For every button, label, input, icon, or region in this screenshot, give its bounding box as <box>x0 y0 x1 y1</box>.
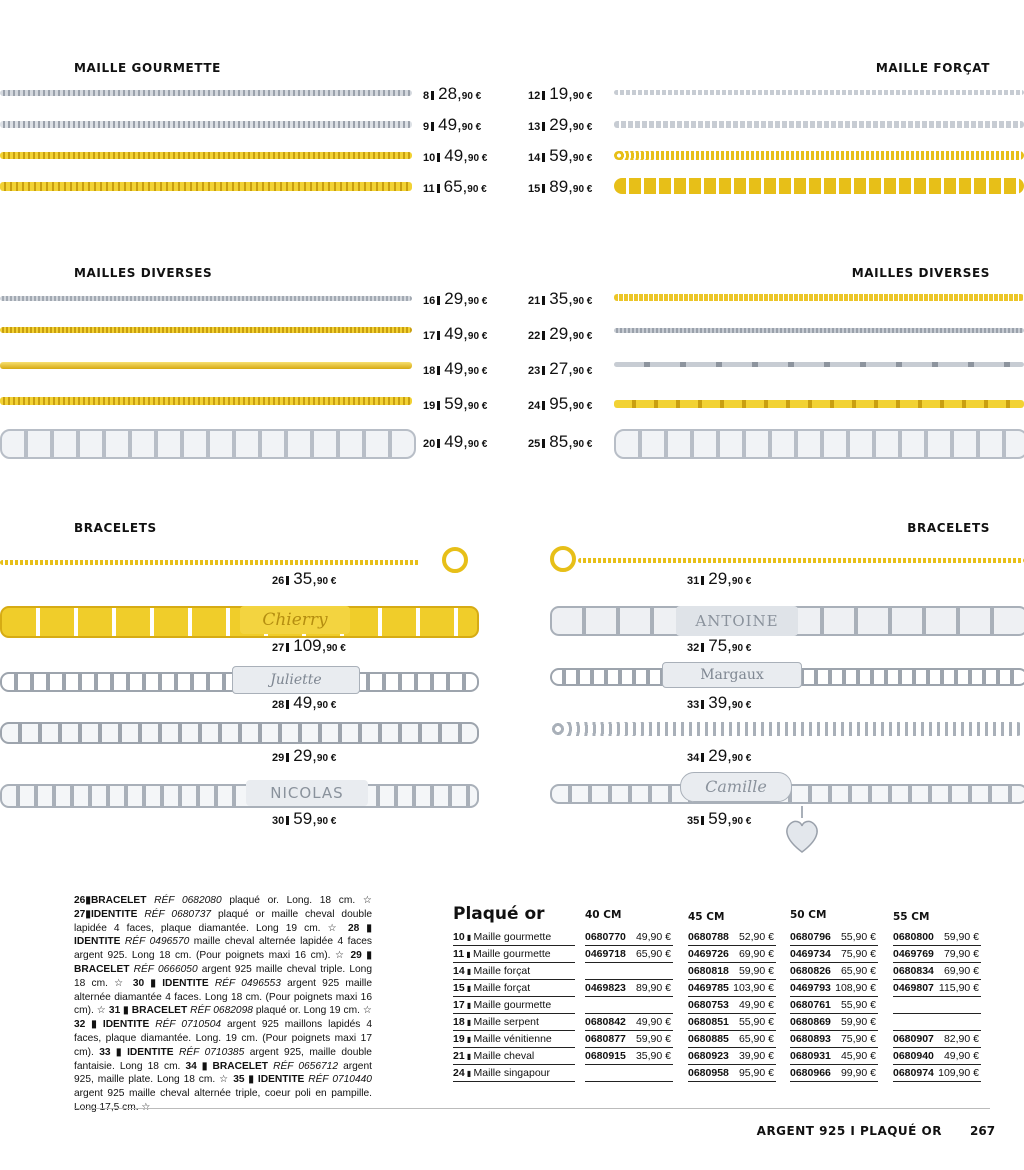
row-label: 14 ▮ Maille forçat <box>453 964 575 980</box>
table-title: Plaqué or <box>453 904 545 924</box>
table-cell <box>688 964 776 980</box>
chain-image-14 <box>614 151 1024 160</box>
column-header-50: 50 CM <box>790 909 827 921</box>
row-product-name: Maille gourmette <box>473 931 552 943</box>
row-product-name: Maille vénitienne <box>473 1033 552 1045</box>
price-tag-26: 26 35,90 € <box>272 569 337 588</box>
row-product-name: Maille gourmette <box>472 948 551 960</box>
reference-number: 0680788 <box>688 931 729 943</box>
cell-price: 115,90 € <box>938 982 979 994</box>
price-tag-30: 30 59,90 € <box>272 809 337 828</box>
row-number: 10 <box>453 931 465 943</box>
section-title-diverses-left: MAILLES DIVERSES <box>74 266 213 280</box>
cell-price: 82,90 € <box>943 1033 979 1045</box>
row-label: 19 ▮ Maille vénitienne <box>453 1032 575 1048</box>
table-cell <box>585 947 673 963</box>
table-cell <box>688 1066 776 1082</box>
cell-price: 75,90 € <box>840 1033 876 1045</box>
reference-number: 0680818 <box>688 965 729 977</box>
reference-number: 0469823 <box>585 982 626 994</box>
footer-divider <box>74 1108 990 1109</box>
reference-number: 0680834 <box>893 965 934 977</box>
price-tag-20: 20 49,90 € <box>423 432 488 451</box>
cell-price: 59,90 € <box>635 1033 671 1045</box>
table-cell <box>688 1032 776 1048</box>
price-tag-32: 32 75,90 € <box>687 636 752 655</box>
column-header-45: 45 CM <box>688 911 725 923</box>
table-cell <box>893 964 981 980</box>
row-number: 21 <box>453 1050 465 1062</box>
table-cell <box>688 947 776 963</box>
price-tag-14: 14 59,90 € <box>528 146 593 165</box>
table-cell <box>790 998 878 1014</box>
price-tag-24: 24 95,90 € <box>528 394 593 413</box>
chain-image-23 <box>614 362 1024 367</box>
table-cell <box>893 930 981 946</box>
table-cell <box>790 1015 878 1031</box>
price-tag-17: 17 49,90 € <box>423 324 488 343</box>
row-product-name: Maille cheval <box>473 1050 535 1062</box>
row-number: 24 <box>453 1067 465 1079</box>
price-tag-8: 8 28,90 € <box>423 84 482 103</box>
cell-price: 99,90 € <box>840 1067 876 1079</box>
reference-number: 0680966 <box>790 1067 831 1079</box>
section-title-diverses-right: MAILLES DIVERSES <box>851 266 990 280</box>
row-label: 10 ▮ Maille gourmette <box>453 930 575 946</box>
table-cell <box>585 1049 673 1065</box>
table-cell <box>893 1049 981 1065</box>
reference-number: 0680800 <box>893 931 934 943</box>
price-tag-18: 18 49,90 € <box>423 359 488 378</box>
section-title-bracelets-right: BRACELETS <box>907 521 990 535</box>
table-cell <box>893 947 981 963</box>
price-tag-10: 10 49,90 € <box>423 146 488 165</box>
price-tag-19: 19 59,90 € <box>423 394 488 413</box>
cell-price: 59,90 € <box>943 931 979 943</box>
reference-number: 0680761 <box>790 999 831 1011</box>
reference-number: 0680842 <box>585 1016 626 1028</box>
clasp-image-31 <box>550 546 576 572</box>
cell-price: 69,90 € <box>943 965 979 977</box>
reference-number: 0680958 <box>688 1067 729 1079</box>
reference-number: 0680869 <box>790 1016 831 1028</box>
column-header-40: 40 CM <box>585 909 622 921</box>
price-tag-23: 23 27,90 € <box>528 359 593 378</box>
reference-number: 0680940 <box>893 1050 934 1062</box>
table-cell <box>790 1066 878 1082</box>
table-cell <box>893 981 981 997</box>
row-label: 17 ▮ Maille gourmette <box>453 998 575 1014</box>
chain-image-10 <box>0 152 412 159</box>
chain-image-24 <box>614 400 1024 408</box>
cell-price: 75,90 € <box>840 948 876 960</box>
reference-number: 0680931 <box>790 1050 831 1062</box>
clasp-image-26 <box>442 547 468 573</box>
row-product-name: Maille singapour <box>473 1067 551 1079</box>
chain-image-12 <box>614 90 1024 95</box>
table-cell <box>688 998 776 1014</box>
chain-image-9 <box>0 121 412 128</box>
cell-price: 109,90 € <box>938 1067 979 1079</box>
cell-price: 59,90 € <box>738 965 774 977</box>
row-product-name: Maille serpent <box>473 1016 539 1028</box>
row-number: 18 <box>453 1016 465 1028</box>
chain-image-22 <box>614 328 1024 333</box>
chain-image-11 <box>0 182 412 191</box>
reference-number: 0680877 <box>585 1033 626 1045</box>
table-cell <box>790 981 878 997</box>
row-number: 14 <box>453 965 465 977</box>
engraved-plate-35: Camille <box>680 772 792 802</box>
chain-image-8 <box>0 90 412 96</box>
row-number: 11 <box>453 948 465 960</box>
heart-pendant-icon <box>782 806 822 854</box>
cell-price: 49,90 € <box>635 931 671 943</box>
table-cell <box>688 1049 776 1065</box>
price-tag-29: 29 29,90 € <box>272 746 337 765</box>
reference-number: 0469793 <box>790 982 831 994</box>
row-number: 15 <box>453 982 465 994</box>
row-product-name: Maille gourmette <box>473 999 552 1011</box>
table-cell <box>688 930 776 946</box>
table-cell <box>893 998 981 1014</box>
cell-price: 65,90 € <box>840 965 876 977</box>
price-tag-33: 33 39,90 € <box>687 693 752 712</box>
bracelet-image-34 <box>550 722 1024 736</box>
reference-number: 0680851 <box>688 1016 729 1028</box>
row-label: 15 ▮ Maille forçat <box>453 981 575 997</box>
chain-image-13 <box>614 121 1024 128</box>
cell-price: 49,90 € <box>738 999 774 1011</box>
row-label: 18 ▮ Maille serpent <box>453 1015 575 1031</box>
reference-number: 0680923 <box>688 1050 729 1062</box>
cell-price: 89,90 € <box>635 982 671 994</box>
chain-image-18 <box>0 362 412 369</box>
table-cell <box>585 930 673 946</box>
reference-number: 0680915 <box>585 1050 626 1062</box>
price-tag-21: 21 35,90 € <box>528 289 593 308</box>
engraved-plate-28: Juliette <box>232 666 360 694</box>
cell-price: 95,90 € <box>738 1067 774 1079</box>
row-number: 19 <box>453 1033 465 1045</box>
table-cell <box>688 1015 776 1031</box>
engraved-plate-33: Margaux <box>662 662 802 688</box>
cell-price: 55,90 € <box>738 1016 774 1028</box>
price-tag-28: 28 49,90 € <box>272 693 337 712</box>
reference-number: 0680796 <box>790 931 831 943</box>
cell-price: 45,90 € <box>840 1050 876 1062</box>
row-product-name: Maille forçat <box>473 965 531 977</box>
table-cell <box>585 1066 673 1082</box>
table-cell <box>585 964 673 980</box>
price-tag-13: 13 29,90 € <box>528 115 593 134</box>
cell-price: 79,90 € <box>943 948 979 960</box>
section-title-gourmette: MAILLE GOURMETTE <box>74 61 221 75</box>
cell-price: 103,90 € <box>733 982 774 994</box>
row-product-name: Maille forçat <box>473 982 531 994</box>
table-cell <box>790 964 878 980</box>
reference-number: 0680753 <box>688 999 729 1011</box>
reference-number: 0680974 <box>893 1067 934 1079</box>
price-tag-9: 9 49,90 € <box>423 115 482 134</box>
reference-number: 0680770 <box>585 931 626 943</box>
footer-text: ARGENT 925 I PLAQUÉ OR <box>756 1124 942 1138</box>
cell-price: 55,90 € <box>840 931 876 943</box>
cell-price: 35,90 € <box>635 1050 671 1062</box>
table-cell <box>585 1015 673 1031</box>
engraved-plate-32: ANTOINE <box>676 606 798 636</box>
price-tag-12: 12 19,90 € <box>528 84 593 103</box>
table-cell <box>893 1032 981 1048</box>
cell-price: 52,90 € <box>738 931 774 943</box>
cell-price: 49,90 € <box>635 1016 671 1028</box>
row-label: 24 ▮ Maille singapour <box>453 1066 575 1082</box>
chain-image-16 <box>0 296 412 301</box>
chain-image-20 <box>0 429 416 459</box>
cell-price: 49,90 € <box>943 1050 979 1062</box>
engraved-plate-30: NICOLAS <box>246 780 368 806</box>
chain-image-15 <box>614 178 1024 194</box>
table-cell <box>893 1015 981 1031</box>
reference-number: 0469718 <box>585 948 626 960</box>
price-tag-27: 27 109,90 € <box>272 636 346 655</box>
row-label: 21 ▮ Maille cheval <box>453 1049 575 1065</box>
price-tag-16: 16 29,90 € <box>423 289 488 308</box>
price-tag-22: 22 29,90 € <box>528 324 593 343</box>
price-tag-34: 34 29,90 € <box>687 746 752 765</box>
bracelet-image-31 <box>578 558 1024 563</box>
price-tag-15: 15 89,90 € <box>528 177 593 196</box>
reference-number: 0680907 <box>893 1033 934 1045</box>
price-tag-11: 11 65,90 € <box>423 177 487 196</box>
bracelet-image-29 <box>0 722 479 744</box>
table-cell <box>893 1066 981 1082</box>
column-header-55: 55 CM <box>893 911 930 923</box>
price-tag-35: 35 59,90 € <box>687 809 752 828</box>
reference-number: 0469769 <box>893 948 934 960</box>
table-cell <box>585 981 673 997</box>
cell-price: 55,90 € <box>840 999 876 1011</box>
chain-image-17 <box>0 327 412 333</box>
price-tag-31: 31 29,90 € <box>687 569 752 588</box>
table-cell <box>790 947 878 963</box>
table-cell <box>585 998 673 1014</box>
section-title-forcat: MAILLE FORÇAT <box>875 61 990 75</box>
row-number: 17 <box>453 999 465 1011</box>
reference-number: 0680893 <box>790 1033 831 1045</box>
price-tag-25: 25 85,90 € <box>528 432 593 451</box>
cell-price: 69,90 € <box>738 948 774 960</box>
row-label: 11 ▮ Maille gourmette <box>453 947 575 963</box>
table-cell <box>688 981 776 997</box>
reference-number: 0680826 <box>790 965 831 977</box>
bracelet-image-30 <box>0 784 479 808</box>
chain-image-21 <box>614 294 1024 301</box>
table-cell <box>790 1049 878 1065</box>
cell-price: 39,90 € <box>738 1050 774 1062</box>
section-title-bracelets-left: BRACELETS <box>74 521 157 535</box>
cell-price: 65,90 € <box>738 1033 774 1045</box>
reference-number: 0469734 <box>790 948 831 960</box>
chain-image-19 <box>0 397 412 405</box>
reference-number: 0469726 <box>688 948 729 960</box>
cell-price: 65,90 € <box>635 948 671 960</box>
table-cell <box>790 930 878 946</box>
cell-price: 108,90 € <box>835 982 876 994</box>
reference-number: 0680885 <box>688 1033 729 1045</box>
table-cell <box>585 1032 673 1048</box>
chain-image-25 <box>614 429 1024 459</box>
reference-number: 0469807 <box>893 982 934 994</box>
bracelet-image-26 <box>0 560 420 565</box>
table-cell <box>790 1032 878 1048</box>
page-number: 267 <box>970 1124 996 1138</box>
product-descriptions: 26▮BRACELET RÉF 0682080 plaqué or. Long. 18 cm. ☆ 27▮IDENTITE RÉF 0680737 plaqué or maille cheval double lapidée 4 faces, plaque diamantée. Long 19 cm. ☆ 28 ▮ IDENTITE RÉF 0496570 maille cheval alternée lapidée 4 faces argent 925. Long 18 cm. (Pour poignets maxi 16 cm). ☆ 29 ▮ BRACELET RÉF 0666050 argent 925 maille cheval triple. Long 18 cm. ☆ 30 ▮ IDENTITE RÉF 0496553 argent 925 maille alternée diamantée 4 faces. Long 18 cm. (Pour poignets maxi 16 cm). ☆ 31 ▮ BRACELET RÉF 0682098 plaqué or. Long 19 cm. ☆ 32 ▮ IDENTITE RÉF 0710504 argent 925 maillons lapidés 4 faces, plaque diamantée. Long. 19 cm. (Pour poignets maxi 17 cm). 33 ▮ IDENTITE RÉF 0710385 argent 925, maille double fantaisie. Long 18 cm. 34 ▮ BRACELET RÉF 0656712 argent 925, maille plate. Long 18 cm. ☆ 35 ▮ IDENTITE RÉF 0710440 argent 925 maille cheval alternée triple, coeur poli en pampille. <box>74 895 373 1100</box>
cell-price: 59,90 € <box>840 1016 876 1028</box>
reference-number: 0469785 <box>688 982 729 994</box>
engraved-plate-27: Chierry <box>240 606 350 634</box>
